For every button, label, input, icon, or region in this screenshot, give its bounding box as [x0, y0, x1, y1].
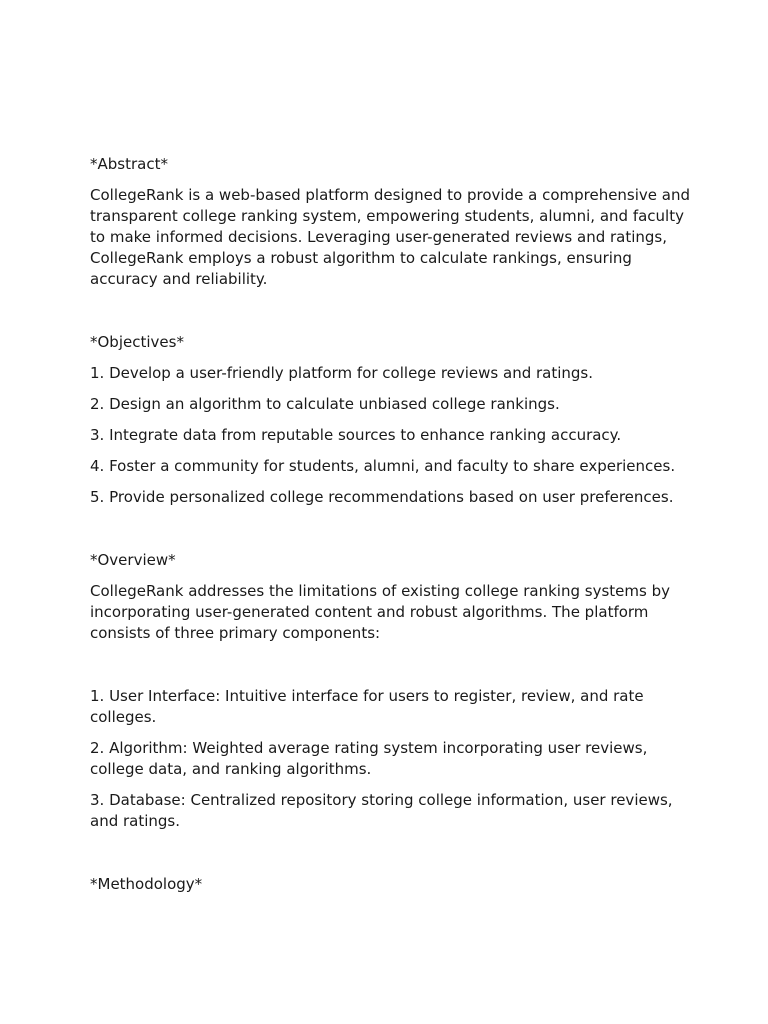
objective-item-2: 2. Design an algorithm to calculate unbiased college rankings.: [90, 395, 560, 413]
objective-item-3: 3. Integrate data from reputable sources to enhance ranking accuracy.: [90, 426, 622, 444]
abstract-body: CollegeRank is a web-based platform designed to provide a comprehensive and transparent college ranking system, empowering students, alumni, and faculty to make informed decisions. Leveraging user-generated reviews and ratings, CollegeRank employs a robust algorithm to calculate rankings, ensuring accuracy and reliability.: [90, 186, 691, 288]
overview-item-3: 3. Database: Centralized repository storing college information, user reviews, and ratings.: [90, 791, 673, 830]
objective-item-4: 4. Foster a community for students, alumni, and faculty to share experiences.: [90, 457, 676, 475]
overview-heading: *Overview*: [90, 551, 176, 569]
overview-item-2: 2. Algorithm: Weighted average rating system incorporating user reviews, college data, and ranking algorithms.: [90, 739, 648, 778]
methodology-heading: *Methodology*: [90, 875, 203, 893]
document-page: [90, 154, 690, 905]
overview-body: CollegeRank addresses the limitations of existing college ranking systems by incorporating user-generated content and robust algorithms. The platform consists of three primary components:: [90, 582, 670, 642]
overview-item-1: 1. User Interface: Intuitive interface for users to register, review, and rate colleges.: [90, 687, 644, 726]
objectives-heading: *Objectives*: [90, 333, 184, 351]
abstract-heading: *Abstract*: [90, 155, 168, 173]
objective-item-5: 5. Provide personalized college recommendations based on user preferences.: [90, 488, 674, 506]
objective-item-1: 1. Develop a user-friendly platform for college reviews and ratings.: [90, 364, 594, 382]
